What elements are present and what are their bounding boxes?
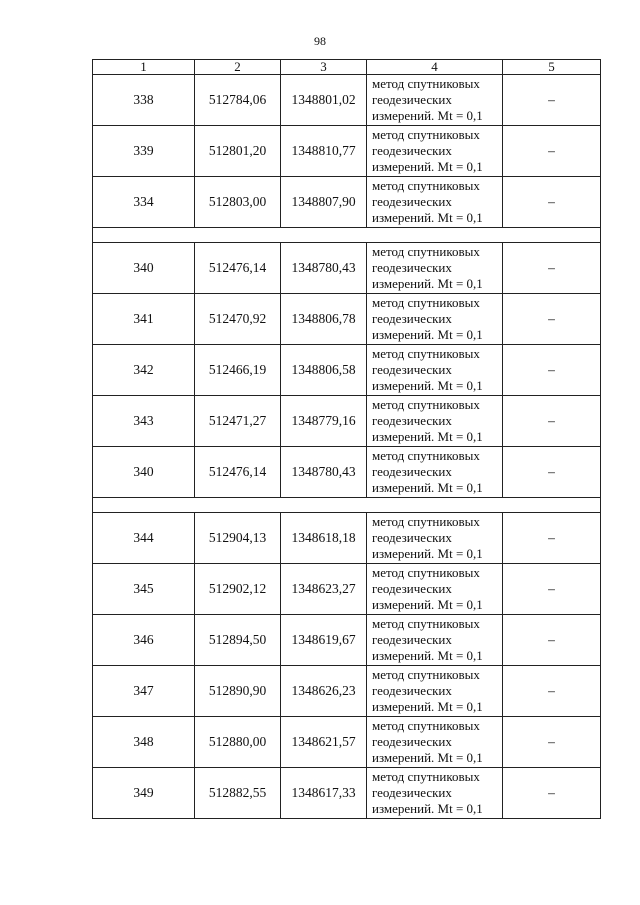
method-line: метод спутниковых [372, 244, 480, 259]
separator-cell [93, 498, 601, 513]
point-number-cell: 349 [93, 768, 195, 819]
method-line: измерений. Mt = 0,1 [372, 801, 483, 816]
table-row [93, 177, 601, 228]
method-line: метод спутниковых [372, 565, 480, 580]
method-line: измерений. Mt = 0,1 [372, 327, 483, 342]
page-number: 98 [314, 34, 326, 48]
point-number-cell: 347 [93, 666, 195, 717]
x-coordinate-cell: 512890,90 [195, 666, 281, 717]
x-coordinate-cell: 512882,55 [195, 768, 281, 819]
method-line: геодезических [372, 413, 452, 428]
method-line: геодезических [372, 581, 452, 596]
method-line: метод спутниковых [372, 667, 480, 682]
separator-row [93, 228, 601, 243]
method-line: измерений. Mt = 0,1 [372, 750, 483, 765]
x-coordinate-cell: 512894,50 [195, 615, 281, 666]
point-number-cell: 339 [93, 126, 195, 177]
dash-cell: – [503, 294, 601, 345]
method-cell [367, 564, 503, 615]
method-line: метод спутниковых [372, 718, 480, 733]
method-line: геодезических [372, 260, 452, 275]
dash-cell: – [503, 513, 601, 564]
method-cell [367, 666, 503, 717]
y-coordinate-cell: 1348810,77 [281, 126, 367, 177]
dash-cell: – [503, 177, 601, 228]
y-coordinate-cell: 1348779,16 [281, 396, 367, 447]
table-row [93, 513, 601, 564]
header-cell-2: 2 [195, 60, 281, 75]
point-number-cell: 342 [93, 345, 195, 396]
method-line: геодезических [372, 143, 452, 158]
y-coordinate-cell: 1348619,67 [281, 615, 367, 666]
method-line: геодезических [372, 632, 452, 647]
method-line: метод спутниковых [372, 346, 480, 361]
separator-row [93, 498, 601, 513]
method-cell [367, 126, 503, 177]
method-cell [367, 717, 503, 768]
table-row [93, 768, 601, 819]
method-line: геодезических [372, 734, 452, 749]
method-line: измерений. Mt = 0,1 [372, 159, 483, 174]
method-line: метод спутниковых [372, 127, 480, 142]
table-row [93, 396, 601, 447]
dash-cell: – [503, 615, 601, 666]
method-line: метод спутниковых [372, 178, 480, 193]
method-line: метод спутниковых [372, 769, 480, 784]
x-coordinate-cell: 512784,06 [195, 75, 281, 126]
y-coordinate-cell: 1348621,57 [281, 717, 367, 768]
table-row [93, 717, 601, 768]
y-coordinate-cell: 1348806,78 [281, 294, 367, 345]
point-number-cell: 341 [93, 294, 195, 345]
y-coordinate-cell: 1348617,33 [281, 768, 367, 819]
dash-cell: – [503, 717, 601, 768]
table-row [93, 666, 601, 717]
method-cell [367, 768, 503, 819]
method-line: геодезических [372, 530, 452, 545]
method-line: геодезических [372, 92, 452, 107]
method-line: измерений. Mt = 0,1 [372, 108, 483, 123]
method-line: геодезических [372, 362, 452, 377]
y-coordinate-cell: 1348806,58 [281, 345, 367, 396]
table-row [93, 447, 601, 498]
dash-cell: – [503, 396, 601, 447]
y-coordinate-cell: 1348807,90 [281, 177, 367, 228]
method-cell [367, 177, 503, 228]
point-number-cell: 338 [93, 75, 195, 126]
header-cell-4: 4 [367, 60, 503, 75]
point-number-cell: 344 [93, 513, 195, 564]
table-body [93, 60, 601, 819]
method-line: метод спутниковых [372, 448, 480, 463]
method-line: измерений. Mt = 0,1 [372, 546, 483, 561]
method-line: измерений. Mt = 0,1 [372, 378, 483, 393]
table-row [93, 75, 601, 126]
point-number-cell: 346 [93, 615, 195, 666]
dash-cell: – [503, 564, 601, 615]
y-coordinate-cell: 1348623,27 [281, 564, 367, 615]
method-line: геодезических [372, 683, 452, 698]
table-row [93, 243, 601, 294]
table-row [93, 564, 601, 615]
method-line: измерений. Mt = 0,1 [372, 429, 483, 444]
table-row [93, 294, 601, 345]
header-cell-3: 3 [281, 60, 367, 75]
method-cell [367, 345, 503, 396]
dash-cell: – [503, 768, 601, 819]
dash-cell: – [503, 126, 601, 177]
x-coordinate-cell: 512880,00 [195, 717, 281, 768]
method-cell [367, 396, 503, 447]
method-line: метод спутниковых [372, 76, 480, 91]
x-coordinate-cell: 512471,27 [195, 396, 281, 447]
method-line: геодезических [372, 311, 452, 326]
dash-cell: – [503, 345, 601, 396]
separator-cell [93, 228, 601, 243]
point-number-cell: 343 [93, 396, 195, 447]
x-coordinate-cell: 512466,19 [195, 345, 281, 396]
point-number-cell: 334 [93, 177, 195, 228]
header-row [93, 60, 601, 75]
y-coordinate-cell: 1348780,43 [281, 447, 367, 498]
dash-cell: – [503, 243, 601, 294]
method-line: метод спутниковых [372, 514, 480, 529]
method-line: измерений. Mt = 0,1 [372, 699, 483, 714]
y-coordinate-cell: 1348780,43 [281, 243, 367, 294]
method-line: метод спутниковых [372, 616, 480, 631]
y-coordinate-cell: 1348626,23 [281, 666, 367, 717]
x-coordinate-cell: 512902,12 [195, 564, 281, 615]
table-row [93, 126, 601, 177]
x-coordinate-cell: 512470,92 [195, 294, 281, 345]
method-cell [367, 615, 503, 666]
method-line: геодезических [372, 194, 452, 209]
y-coordinate-cell: 1348801,02 [281, 75, 367, 126]
y-coordinate-cell: 1348618,18 [281, 513, 367, 564]
method-line: метод спутниковых [372, 397, 480, 412]
header-cell-1: 1 [93, 60, 195, 75]
method-line: измерений. Mt = 0,1 [372, 480, 483, 495]
x-coordinate-cell: 512476,14 [195, 243, 281, 294]
method-line: метод спутниковых [372, 295, 480, 310]
x-coordinate-cell: 512904,13 [195, 513, 281, 564]
method-cell [367, 447, 503, 498]
table-row [93, 345, 601, 396]
dash-cell: – [503, 666, 601, 717]
method-cell [367, 75, 503, 126]
coordinates-table [92, 59, 601, 819]
point-number-cell: 348 [93, 717, 195, 768]
method-cell [367, 294, 503, 345]
method-line: измерений. Mt = 0,1 [372, 597, 483, 612]
method-line: измерений. Mt = 0,1 [372, 276, 483, 291]
method-line: геодезических [372, 464, 452, 479]
method-cell [367, 513, 503, 564]
method-line: геодезических [372, 785, 452, 800]
method-cell [367, 243, 503, 294]
point-number-cell: 340 [93, 447, 195, 498]
x-coordinate-cell: 512801,20 [195, 126, 281, 177]
point-number-cell: 345 [93, 564, 195, 615]
x-coordinate-cell: 512476,14 [195, 447, 281, 498]
method-line: измерений. Mt = 0,1 [372, 210, 483, 225]
dash-cell: – [503, 75, 601, 126]
point-number-cell: 340 [93, 243, 195, 294]
dash-cell: – [503, 447, 601, 498]
method-line: измерений. Mt = 0,1 [372, 648, 483, 663]
table-row [93, 615, 601, 666]
header-cell-5: 5 [503, 60, 601, 75]
x-coordinate-cell: 512803,00 [195, 177, 281, 228]
